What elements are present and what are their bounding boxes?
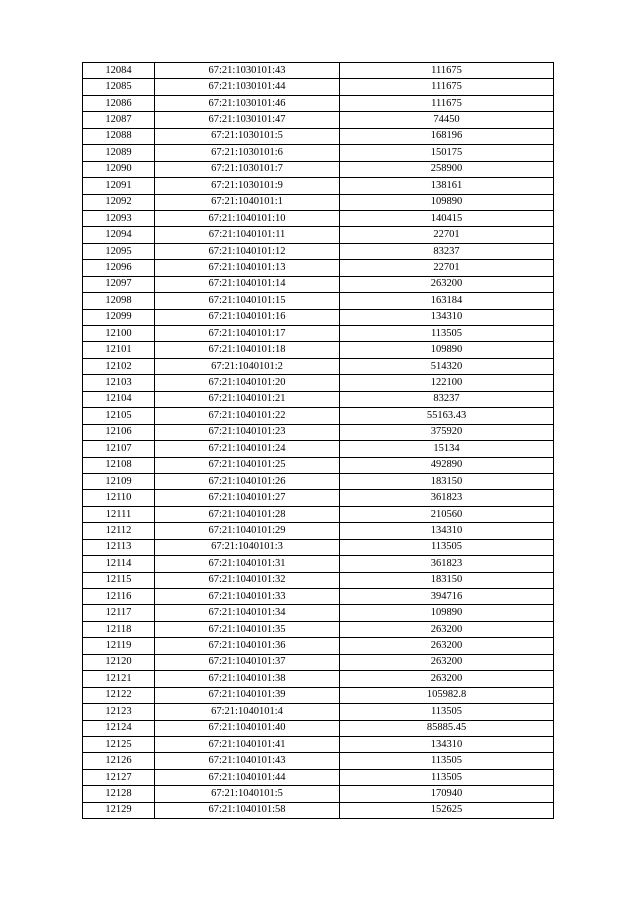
cadastral-number-cell: 67:21:1040101:40 (155, 720, 340, 736)
row-number-cell: 12094 (83, 227, 155, 243)
row-number-cell: 12116 (83, 589, 155, 605)
table-row (83, 63, 554, 79)
value-cell: 163184 (340, 293, 554, 309)
value-cell: 514320 (340, 358, 554, 374)
row-number-cell: 12095 (83, 243, 155, 259)
value-cell: 263200 (340, 621, 554, 637)
table-row (83, 424, 554, 440)
row-number-cell: 12114 (83, 556, 155, 572)
value-cell: 492890 (340, 457, 554, 473)
value-cell: 109890 (340, 342, 554, 358)
value-cell: 109890 (340, 194, 554, 210)
table-row (83, 391, 554, 407)
table-row (83, 621, 554, 637)
cadastral-number-cell: 67:21:1030101:44 (155, 79, 340, 95)
value-cell: 263200 (340, 638, 554, 654)
table-row (83, 671, 554, 687)
row-number-cell: 12100 (83, 326, 155, 342)
value-cell: 74450 (340, 112, 554, 128)
table-row (83, 145, 554, 161)
cadastral-number-cell: 67:21:1030101:5 (155, 128, 340, 144)
cadastral-number-cell: 67:21:1040101:21 (155, 391, 340, 407)
value-cell: 134310 (340, 736, 554, 752)
row-number-cell: 12101 (83, 342, 155, 358)
value-cell: 138161 (340, 178, 554, 194)
table-row (83, 786, 554, 802)
cadastral-number-cell: 67:21:1040101:11 (155, 227, 340, 243)
row-number-cell: 12104 (83, 391, 155, 407)
row-number-cell: 12112 (83, 523, 155, 539)
value-cell: 113505 (340, 753, 554, 769)
value-cell: 113505 (340, 539, 554, 555)
row-number-cell: 12106 (83, 424, 155, 440)
table-row (83, 161, 554, 177)
cadastral-number-cell: 67:21:1040101:13 (155, 260, 340, 276)
cadastral-number-cell: 67:21:1040101:44 (155, 769, 340, 785)
cadastral-number-cell: 67:21:1040101:43 (155, 753, 340, 769)
value-cell: 183150 (340, 473, 554, 489)
row-number-cell: 12085 (83, 79, 155, 95)
value-cell: 122100 (340, 375, 554, 391)
cadastral-number-cell: 67:21:1040101:32 (155, 572, 340, 588)
row-number-cell: 12123 (83, 704, 155, 720)
table-row (83, 539, 554, 555)
value-cell: 113505 (340, 704, 554, 720)
table-row (83, 457, 554, 473)
value-cell: 109890 (340, 605, 554, 621)
table-row (83, 128, 554, 144)
row-number-cell: 12122 (83, 687, 155, 703)
row-number-cell: 12093 (83, 210, 155, 226)
value-cell: 361823 (340, 556, 554, 572)
table-row (83, 243, 554, 259)
value-cell: 134310 (340, 523, 554, 539)
row-number-cell: 12121 (83, 671, 155, 687)
row-number-cell: 12086 (83, 95, 155, 111)
table-row (83, 276, 554, 292)
cadastral-number-cell: 67:21:1030101:7 (155, 161, 340, 177)
row-number-cell: 12097 (83, 276, 155, 292)
table-row (83, 506, 554, 522)
cadastral-number-cell: 67:21:1040101:41 (155, 736, 340, 752)
value-cell: 55163.43 (340, 408, 554, 424)
value-cell: 105982.8 (340, 687, 554, 703)
table-row (83, 178, 554, 194)
table-row (83, 227, 554, 243)
table-row (83, 490, 554, 506)
cadastral-number-cell: 67:21:1040101:36 (155, 638, 340, 654)
table-row (83, 342, 554, 358)
value-cell: 111675 (340, 63, 554, 79)
value-cell: 22701 (340, 227, 554, 243)
row-number-cell: 12117 (83, 605, 155, 621)
table-row (83, 194, 554, 210)
row-number-cell: 12127 (83, 769, 155, 785)
cadastral-number-cell: 67:21:1030101:43 (155, 63, 340, 79)
row-number-cell: 12120 (83, 654, 155, 670)
cadastral-number-cell: 67:21:1040101:5 (155, 786, 340, 802)
row-number-cell: 12105 (83, 408, 155, 424)
table-row (83, 293, 554, 309)
value-cell: 263200 (340, 654, 554, 670)
table-row (83, 720, 554, 736)
table-row (83, 326, 554, 342)
table-row (83, 408, 554, 424)
cadastral-number-cell: 67:21:1040101:34 (155, 605, 340, 621)
row-number-cell: 12110 (83, 490, 155, 506)
cadastral-number-cell: 67:21:1040101:27 (155, 490, 340, 506)
row-number-cell: 12089 (83, 145, 155, 161)
cadastral-number-cell: 67:21:1040101:37 (155, 654, 340, 670)
row-number-cell: 12091 (83, 178, 155, 194)
row-number-cell: 12119 (83, 638, 155, 654)
value-cell: 152625 (340, 802, 554, 818)
value-cell: 113505 (340, 769, 554, 785)
table-row (83, 79, 554, 95)
table-row (83, 589, 554, 605)
cadastral-number-cell: 67:21:1040101:10 (155, 210, 340, 226)
row-number-cell: 12090 (83, 161, 155, 177)
cadastral-number-cell: 67:21:1040101:3 (155, 539, 340, 555)
cadastral-number-cell: 67:21:1040101:25 (155, 457, 340, 473)
value-cell: 375920 (340, 424, 554, 440)
table-row (83, 753, 554, 769)
value-cell: 183150 (340, 572, 554, 588)
table-row (83, 309, 554, 325)
row-number-cell: 12107 (83, 441, 155, 457)
row-number-cell: 12126 (83, 753, 155, 769)
cadastral-number-cell: 67:21:1030101:46 (155, 95, 340, 111)
row-number-cell: 12102 (83, 358, 155, 374)
cadastral-number-cell: 67:21:1040101:33 (155, 589, 340, 605)
value-cell: 394716 (340, 589, 554, 605)
cadastral-number-cell: 67:21:1040101:24 (155, 441, 340, 457)
table-row (83, 736, 554, 752)
row-number-cell: 12129 (83, 802, 155, 818)
row-number-cell: 12125 (83, 736, 155, 752)
row-number-cell: 12088 (83, 128, 155, 144)
value-cell: 170940 (340, 786, 554, 802)
row-number-cell: 12111 (83, 506, 155, 522)
value-cell: 83237 (340, 391, 554, 407)
cadastral-number-cell: 67:21:1040101:26 (155, 473, 340, 489)
table-row (83, 441, 554, 457)
row-number-cell: 12108 (83, 457, 155, 473)
cadastral-number-cell: 67:21:1040101:23 (155, 424, 340, 440)
value-cell: 15134 (340, 441, 554, 457)
row-number-cell: 12128 (83, 786, 155, 802)
table-row (83, 260, 554, 276)
cadastral-number-cell: 67:21:1040101:31 (155, 556, 340, 572)
table-row (83, 358, 554, 374)
row-number-cell: 12124 (83, 720, 155, 736)
cadastral-number-cell: 67:21:1040101:20 (155, 375, 340, 391)
cadastral-number-cell: 67:21:1030101:9 (155, 178, 340, 194)
row-number-cell: 12098 (83, 293, 155, 309)
cadastral-number-cell: 67:21:1040101:29 (155, 523, 340, 539)
row-number-cell: 12109 (83, 473, 155, 489)
cadastral-number-cell: 67:21:1040101:58 (155, 802, 340, 818)
cadastral-number-cell: 67:21:1040101:35 (155, 621, 340, 637)
table-row (83, 556, 554, 572)
table-row (83, 572, 554, 588)
row-number-cell: 12099 (83, 309, 155, 325)
table-row (83, 210, 554, 226)
row-number-cell: 12096 (83, 260, 155, 276)
cadastral-number-cell: 67:21:1040101:22 (155, 408, 340, 424)
table-row (83, 605, 554, 621)
cadastral-value-table (82, 62, 554, 819)
row-number-cell: 12103 (83, 375, 155, 391)
value-cell: 83237 (340, 243, 554, 259)
cadastral-number-cell: 67:21:1040101:1 (155, 194, 340, 210)
value-cell: 210560 (340, 506, 554, 522)
cadastral-number-cell: 67:21:1040101:12 (155, 243, 340, 259)
value-cell: 263200 (340, 671, 554, 687)
value-cell: 140415 (340, 210, 554, 226)
value-cell: 85885.45 (340, 720, 554, 736)
table-row (83, 704, 554, 720)
row-number-cell: 12092 (83, 194, 155, 210)
value-cell: 263200 (340, 276, 554, 292)
row-number-cell: 12113 (83, 539, 155, 555)
cadastral-number-cell: 67:21:1040101:2 (155, 358, 340, 374)
cadastral-number-cell: 67:21:1030101:47 (155, 112, 340, 128)
row-number-cell: 12087 (83, 112, 155, 128)
value-cell: 361823 (340, 490, 554, 506)
row-number-cell: 12115 (83, 572, 155, 588)
cadastral-number-cell: 67:21:1040101:39 (155, 687, 340, 703)
table-row (83, 687, 554, 703)
cadastral-number-cell: 67:21:1040101:17 (155, 326, 340, 342)
cadastral-number-cell: 67:21:1040101:14 (155, 276, 340, 292)
value-cell: 168196 (340, 128, 554, 144)
table-row (83, 802, 554, 818)
cadastral-number-cell: 67:21:1040101:15 (155, 293, 340, 309)
value-cell: 22701 (340, 260, 554, 276)
value-cell: 111675 (340, 79, 554, 95)
cadastral-number-cell: 67:21:1040101:18 (155, 342, 340, 358)
row-number-cell: 12084 (83, 63, 155, 79)
cadastral-number-cell: 67:21:1040101:38 (155, 671, 340, 687)
value-cell: 111675 (340, 95, 554, 111)
table-row (83, 112, 554, 128)
value-cell: 113505 (340, 326, 554, 342)
value-cell: 258900 (340, 161, 554, 177)
table-row (83, 375, 554, 391)
table-row (83, 473, 554, 489)
table-row (83, 654, 554, 670)
cadastral-number-cell: 67:21:1040101:16 (155, 309, 340, 325)
table-row (83, 95, 554, 111)
cadastral-number-cell: 67:21:1030101:6 (155, 145, 340, 161)
table-body (83, 63, 554, 819)
table-row (83, 769, 554, 785)
row-number-cell: 12118 (83, 621, 155, 637)
cadastral-number-cell: 67:21:1040101:28 (155, 506, 340, 522)
cadastral-number-cell: 67:21:1040101:4 (155, 704, 340, 720)
value-cell: 150175 (340, 145, 554, 161)
table-row (83, 638, 554, 654)
value-cell: 134310 (340, 309, 554, 325)
table-row (83, 523, 554, 539)
